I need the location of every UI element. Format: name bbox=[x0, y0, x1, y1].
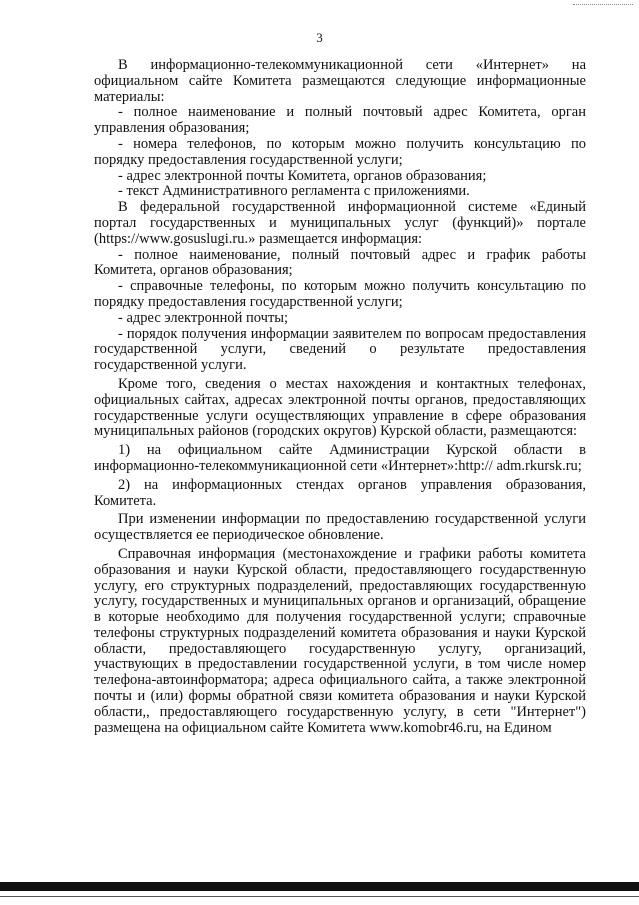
list-item-info-procedure: - порядок получения информации заявителем по вопросам предоставления государственной услуги, сведений о результате предоставления государственной услуги. bbox=[94, 325, 586, 374]
paragraph-reference-info: Справочная информация (местонахождение и графики работы комитета образования и науки Курской области, предоставляющего государственную услугу, его структурных подразделений, предоставляющих государственную услугу, государственных и муниципальных органов и организаций, обращение в которые необходимо для получения государственной услуги; справочные телефоны структурных подразделений комитета образования и науки Курской области, предоставляющего государственную услугу, организаций, участвующих в предоставлении государственной услуги, в том числе номер телефона-автоинформатора; адреса официального сайта, а также электронной почты и (или) формы обратной связи комитета образования и науки Курской области,, предоставляющего государственную услугу, в сети "Интернет") размещена на официальном сайте Комитета www.komobr46.ru, на Едином bbox=[94, 545, 586, 736]
list-item-phones: - номера телефонов, по которым можно получить консультацию по порядку предоставления государственной услуги; bbox=[94, 135, 586, 168]
paragraph-gosuslugi-intro: В федеральной государственной информационной системе «Единый портал государственных и муниципальных услуг (функций)» портале (https://www.gosuslugi.ru.» размещается информация: bbox=[94, 199, 586, 247]
list-item-reference-phones: - справочные телефоны, по которым можно получить консультацию по порядку предоставления государственной услуги; bbox=[94, 278, 586, 310]
page-number: 3 bbox=[316, 30, 323, 45]
document-body bbox=[94, 58, 586, 736]
scan-bottom-edge bbox=[0, 882, 639, 891]
list-item-info-stands: 2) на информационных стендах органов управления образования, Комитета. bbox=[94, 476, 586, 509]
list-item-email-short: - адрес электронной почты; bbox=[118, 309, 289, 326]
scan-artifact bbox=[573, 4, 633, 9]
paragraph-info-update: При изменении информации по предоставлению государственной услуги осуществляется ее периодическое обновление. bbox=[94, 511, 586, 544]
list-item-full-name-schedule: - полное наименование, полный почтовый адрес и график работы Комитета, органов образования; bbox=[94, 246, 586, 279]
list-item-admin-site: 1) на официальном сайте Администрации Курской области в информационно-телекоммуникационной сети «Интернет»:http:// adm.rkursk.ru; bbox=[94, 442, 586, 474]
paragraph-internet-intro: В информационно-телекоммуникационной сети «Интернет» на официальном сайте Комитета размещаются следующие информационные материалы: bbox=[94, 57, 586, 105]
list-item-regulation-text: - текст Административного регламента с приложениями. bbox=[118, 183, 470, 200]
list-item-email: - адрес электронной почты Комитета, органов образования; bbox=[118, 167, 487, 184]
paragraph-locations: Кроме того, сведения о местах нахождения и контактных телефонах, официальных сайтах, адресах электронной почты органов, предоставляющих государственные услуги осуществляющих управление в сфере образования муниципальных районов (городских округов) Курской области, размещаются: bbox=[94, 375, 586, 440]
list-item-full-name: - полное наименование и полный почтовый адрес Комитета, орган управления образования; bbox=[94, 104, 586, 137]
scan-bottom-line bbox=[0, 896, 639, 897]
